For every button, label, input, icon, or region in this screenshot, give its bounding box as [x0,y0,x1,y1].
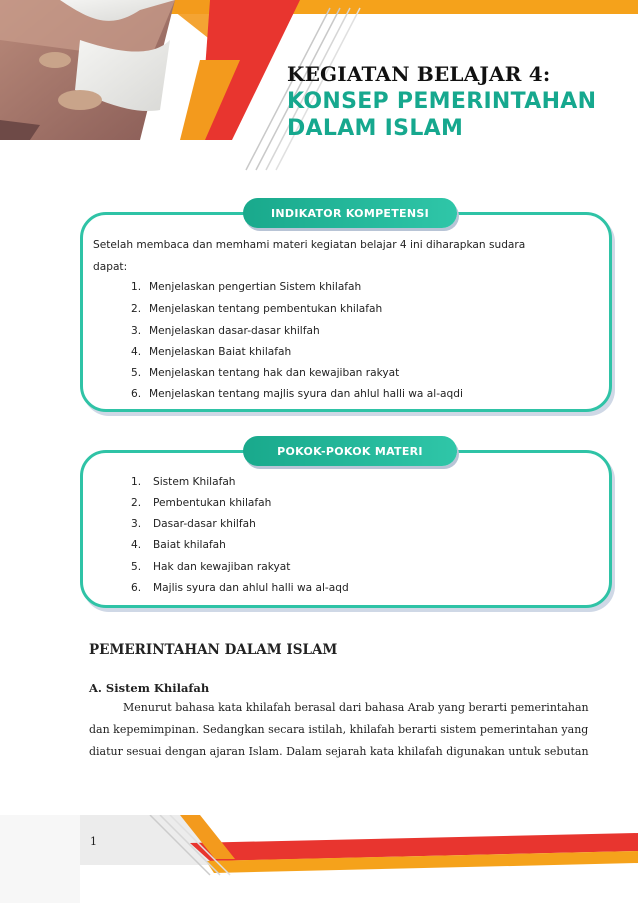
subsection-heading: A. Sistem Khilafah [89,681,210,695]
competency-item-text: Menjelaskan tentang majlis syura dan ahlul halli wa al-aqdi [149,388,463,400]
competency-intro-line1: Setelah membaca dan memhami materi kegiatan belajar 4 ini diharapkan sudara [93,239,526,251]
competency-item [131,303,382,315]
paragraph-line: dan kepemimpinan. Sedangkan secara istilah, khilafah berarti sistem pemerintahan yang [89,723,589,736]
materials-item-number: 4. [131,539,142,551]
materials-item [131,497,271,509]
materials-item-text: Hak dan kewajiban rakyat [153,561,291,573]
competency-item-number: 6. [131,388,142,400]
paragraph-line: diatur sesuai dengan ajaran Islam. Dalam sejarah kata khilafah digunakan untuk sebutan [89,745,589,758]
competency-item-number: 2. [131,303,142,315]
topic-title [287,88,596,142]
paragraph-line: Menurut bahasa kata khilafah berasal dari bahasa Arab yang berarti pemerintahan [123,701,589,714]
competency-item [131,325,320,337]
materials-heading: POKOK-POKOK MATERI [243,436,457,466]
materials-item [131,539,226,551]
materials-item-text: Baiat khilafah [153,539,226,551]
competency-item-number: 3. [131,325,142,337]
materials-item-number: 2. [131,497,142,509]
competency-intro [93,234,553,278]
competency-item-text: Menjelaskan tentang pembentukan khilafah [149,303,383,315]
competency-intro-line2: dapat: [93,261,128,273]
competency-item [131,346,291,358]
topic-title-line1: KONSEP PEMERINTAHAN [287,89,597,114]
page-number: 1 [90,835,97,848]
materials-item-number: 3. [131,518,142,530]
topic-title-line2: DALAM ISLAM [287,116,464,141]
footer-decoration [0,815,638,903]
competency-item-text: Menjelaskan tentang hak dan kewajiban rakyat [149,367,400,379]
materials-item [131,561,290,573]
prayer-photo-image [0,0,210,140]
materials-item-number: 6. [131,582,142,594]
materials-item-number: 5. [131,561,142,573]
competency-item [131,388,463,400]
header-photo [0,0,210,140]
materials-item-text: Majlis syura dan ahlul halli wa al-aqd [153,582,349,594]
activity-label: KEGIATAN BELAJAR 4: [287,62,551,86]
competency-item-text: Menjelaskan pengertian Sistem khilafah [149,281,362,293]
materials-item [131,476,236,488]
materials-item-text: Dasar-dasar khilfah [153,518,256,530]
competency-item [131,367,399,379]
materials-item-text: Pembentukan khilafah [153,497,272,509]
competency-item-number: 4. [131,346,142,358]
competency-heading: INDIKATOR KOMPETENSI [243,198,457,228]
materials-item-number: 1. [131,476,142,488]
competency-item-text: Menjelaskan Baiat khilafah [149,346,292,358]
competency-item-number: 5. [131,367,142,379]
materials-item-text: Sistem Khilafah [153,476,236,488]
materials-item [131,518,256,530]
competency-item-text: Menjelaskan dasar-dasar khilfah [149,325,320,337]
competency-item [131,281,361,293]
competency-item-number: 1. [131,281,142,293]
section-heading: PEMERINTAHAN DALAM ISLAM [89,642,338,658]
materials-item [131,582,349,594]
